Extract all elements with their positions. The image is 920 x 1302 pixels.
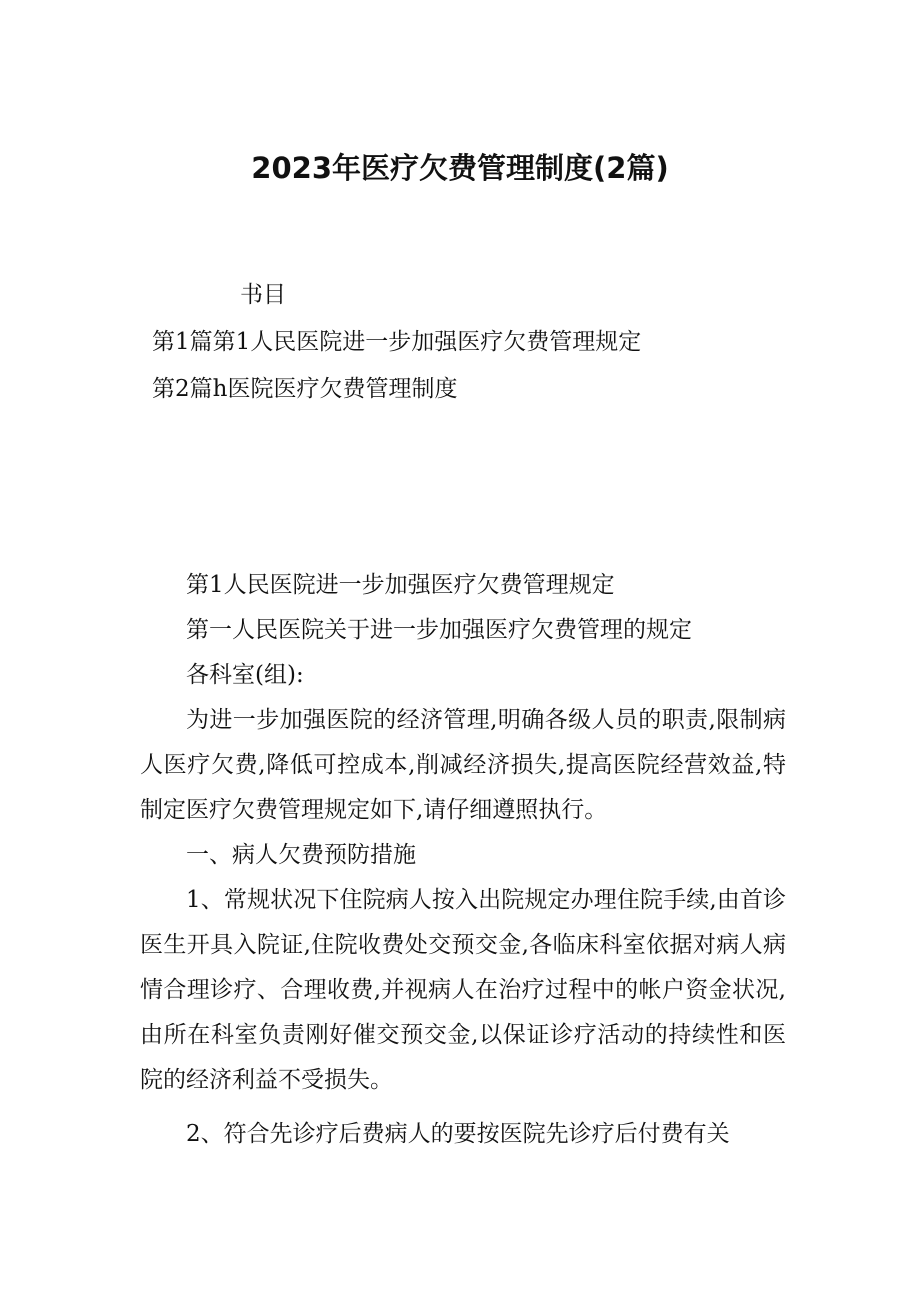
body-paragraph: 为进一步加强医院的经济管理,明确各级人员的职责,限制病人医疗欠费,降低可控成本,削减经济损失,提高医院经营效益,特制定医疗欠费管理规定如下,请仔细遵照执行。 (140, 707, 786, 823)
subsection-heading: 一、病人欠费预防措施 (186, 842, 416, 868)
salutation: 各科室(组): (186, 662, 304, 688)
toc-item: 第2篇h医院医疗欠费管理制度 (152, 376, 458, 402)
toc-heading: 书目 (240, 282, 286, 308)
document-body (140, 563, 786, 1157)
toc-item: 第1篇第1人民医院进一步加强医疗欠费管理规定 (152, 329, 642, 355)
body-paragraph: 1、常规状况下住院病人按入出院规定办理住院手续,由首诊医生开具入院证,住院收费处交预交金,各临床科室依据对病人病情合理诊疗、合理收费,并视病人在治疗过程中的帐户资金状况,由所在科室负责刚好催交预交金,以保证诊疗活动的持续性和医院的经济利益不受损失。 (140, 887, 786, 1093)
notice-title: 第一人民医院关于进一步加强医疗欠费管理的规定 (186, 617, 692, 643)
section-title: 第1人民医院进一步加强医疗欠费管理规定 (186, 572, 615, 598)
document-title: 2023年医疗欠费管理制度(2篇) (251, 151, 669, 185)
body-paragraph: 2、符合先诊疗后费病人的要按医院先诊疗后付费有关 (186, 1121, 730, 1147)
